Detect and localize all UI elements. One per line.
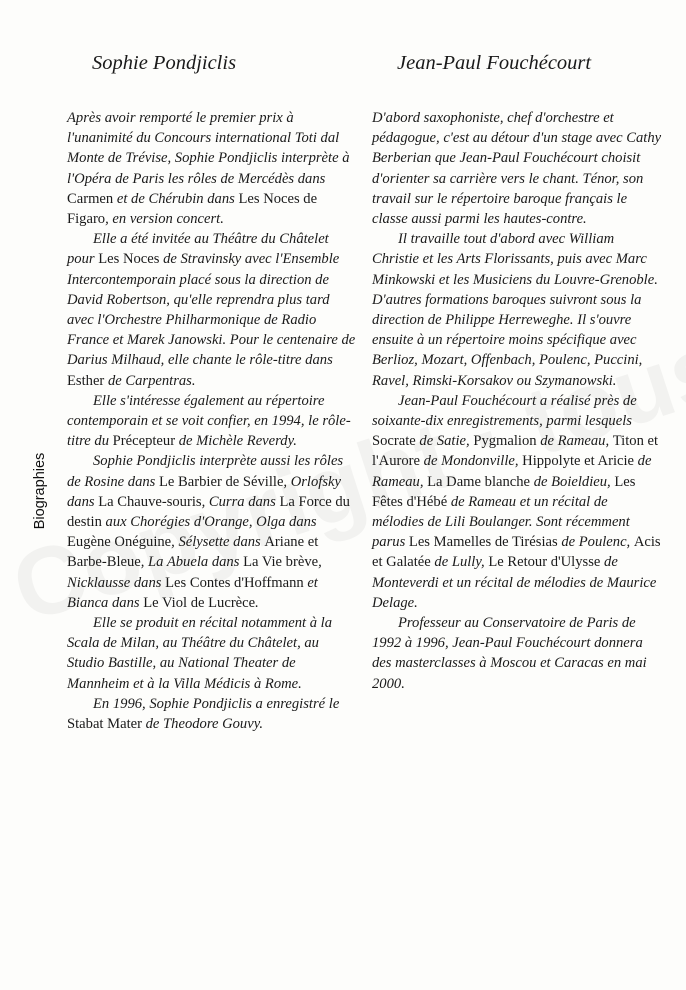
text-run: de Boieldieu, [530,473,615,490]
text-run: , Curra dans [201,493,280,510]
text-run: de Lully, [430,554,489,571]
text-run: aux Chorégies d'Orange, Olga dans [101,514,317,531]
side-label [27,448,53,534]
text-run: En 1996, Sophie Pondjiclis a enregistré le [93,695,340,712]
work-title: Les Fêtes d'Hébé [372,473,636,510]
text-run: et de Chérubin dans [113,190,239,207]
text-run: . [255,594,259,611]
text-run: Après avoir remporté le premier prix à l'unanimité du Concours international Toti dal Monte de Trévise, Sophie Pondjiclis interprète à l'Opéra de Paris les rôles de Mercédès dans [67,110,350,187]
text-run: de Satie, [415,433,474,450]
text-run: Professeur au Conservatoire de Paris de 1992 à 1996, Jean-Paul Fouchécourt donnera des masterclasses à Moscou et Caracas en mai 2000. [372,615,647,692]
text-run: de Rameau et un récital de mélodies de Lili Boulanger. Sont récemment parus [372,493,630,551]
text-run: Il travaille tout d'abord avec William Christie et les Arts Florissants, puis avec Marc Minkowski et les Musiciens du Louvre-Grenoble. D'autres formations baroques suivront sous la direction de Philippe Herreweghe. Il s'ouvre ensuite à un répertoire moins spécifique avec Berlioz, Mozart, Offenbach, Poulenc, Puccini, Ravel, Rimski-Korsakov ou Szymanowski. [372,231,658,389]
text-run: , La Abuela dans [140,554,244,571]
work-title: Stabat Mater [67,716,142,733]
right-biography [372,108,662,694]
biography-paragraph [67,694,357,734]
biography-paragraph [67,229,357,391]
work-title: Esther [67,372,105,389]
work-title: Les Noces de Figaro [67,190,318,228]
work-title: La Vie brève [243,554,319,571]
text-run: de Rameau, [372,453,652,490]
work-title: Les Mamelles de Tirésias [408,534,558,551]
work-title: Carmen [67,190,114,207]
work-title: Eugène Onéguine [67,534,172,551]
work-title: Le Barbier de Séville [159,473,284,490]
biography-paragraph [67,451,357,613]
text-run: , Orlofsky dans [67,473,341,510]
text-run: , Nicklausse dans [67,554,322,591]
work-title: Ariane et Barbe-Bleue [67,534,319,571]
text-run: D'abord saxophoniste, chef d'orchestre et pédagogue, c'est au détour d'un stage avec Cathy Berberian que Jean-Paul Fouchécourt choisit d'orienter sa carrière vers le chant. Ténor, son travail sur le répertoire baroque français le classe aussi parmi les hautes-contre. [372,110,662,228]
text-run: Elle se produit en récital notamment à la Scala de Milan, au Théâtre du Châtelet, au Studio Bastille, au National Theater de Mannheim et à la Villa Médicis à Rome. [67,615,333,692]
text-run: Sophie Pondjiclis interprète aussi les rôles de Rosine dans [67,453,344,490]
work-title: Acis et Galatée [372,534,661,571]
text-run: et Bianca dans [67,574,318,611]
text-run: Elle a été invitée au Théâtre du Châtelet pour [67,231,329,268]
work-title: Précepteur [112,433,176,450]
work-title: Hippolyte et Aricie [522,453,635,470]
right-column-title: Jean-Paul Fouchécourt [397,52,592,74]
biography-paragraph [67,391,357,452]
left-column-title: Sophie Pondjiclis [92,52,237,74]
work-title: La Force du destin [67,493,350,531]
biography-paragraph [372,108,662,229]
biography-paragraph [372,229,662,391]
text-run: , en version concert. [105,211,224,228]
text-run: de Rameau, [536,433,613,450]
text-run: de Poulenc, [557,534,634,551]
biography-paragraph [372,391,662,613]
work-title: Titon et l'Aurore [372,433,659,470]
work-title: Le Retour d'Ulysse [488,554,601,571]
text-run: Jean-Paul Fouchécourt a réalisé près de soixante-dix enregistrements, parmi lesquels [372,392,637,430]
biography-paragraph [67,613,357,694]
text-run: de Carpentras. [104,372,196,389]
side-label-text: Biographies [32,452,48,530]
text-run: de Stravinsky avec l'Ensemble Intercontemporain placé sous la direction de David Robertson, qu'elle reprendra plus tard avec l'Orchestre Philharmonique de Radio France et Marek Janowski. Pour le centenaire de Darius Milhaud, elle chante le rôle-titre dans [67,251,356,369]
work-title: Les Contes d'Hoffmann [165,574,304,591]
work-title: Pygmalion [473,433,537,450]
biography-paragraph [67,108,357,229]
work-title: Les Noces [98,251,160,268]
text-run: de Theodore Gouvy. [141,716,264,733]
left-biography [67,108,357,734]
text-run: Elle s'intéresse également au répertoire contemporain et se voit confier, en 1994, le rôle-titre du [67,392,351,450]
work-title: Le Viol de Lucrèce [143,594,256,611]
text-run: de Mondonville, [420,453,523,470]
work-title: Socrate [372,433,416,450]
text-run: , Sélysette dans [171,534,265,551]
work-title: La Dame blanche [427,473,531,490]
biography-paragraph [372,613,662,694]
work-title: La Chauve-souris [98,493,202,510]
text-run: de Michèle Reverdy. [175,433,297,450]
text-run: de Monteverdi et un récital de mélodies de Maurice Delage. [372,554,657,611]
